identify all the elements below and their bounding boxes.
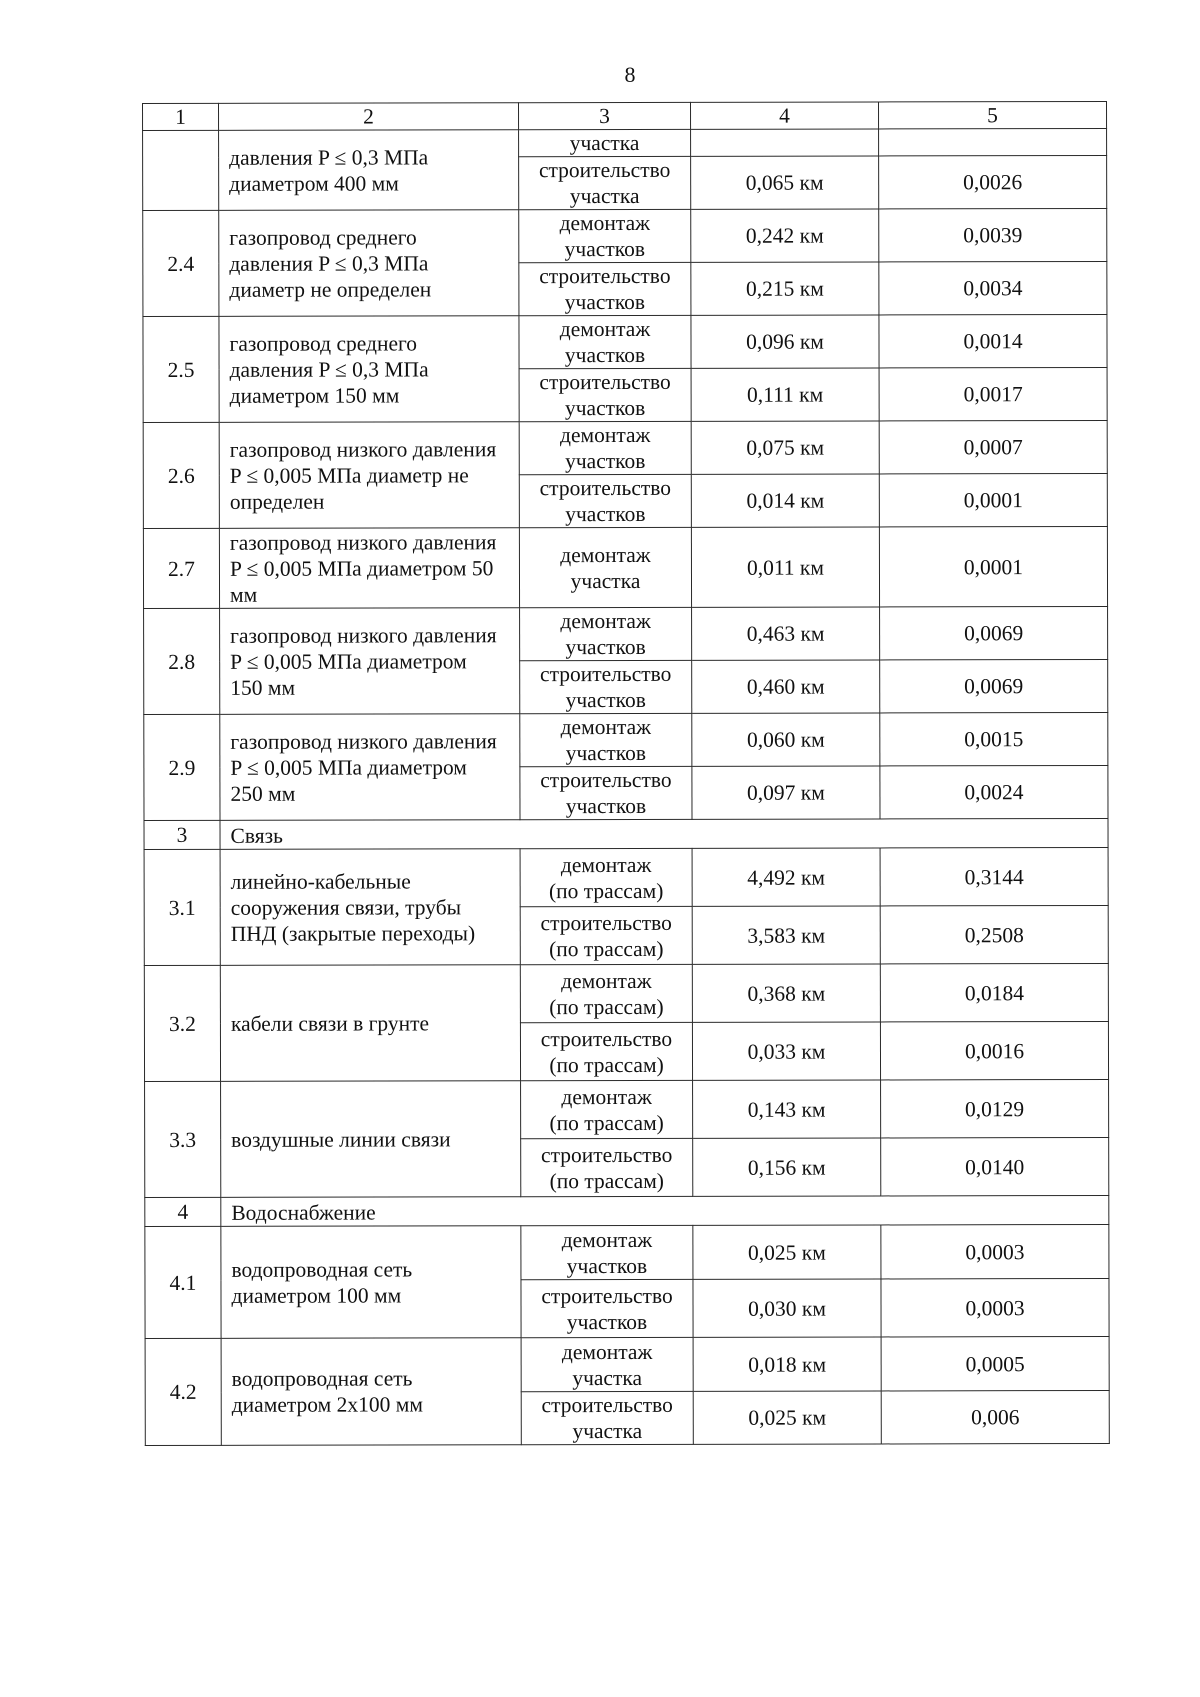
quantity: 0,018 км <box>693 1337 881 1391</box>
quantity <box>691 129 879 156</box>
quantity: 0,033 км <box>692 1022 880 1080</box>
item-number: 2.6 <box>143 422 219 528</box>
area-value: 0,0039 <box>879 208 1107 261</box>
work-type: строительство участка <box>521 1391 693 1444</box>
quantity: 0,143 км <box>693 1080 881 1138</box>
work-type: строительство участков <box>519 262 691 315</box>
quantity: 0,096 км <box>691 315 879 368</box>
section-row <box>144 818 1108 849</box>
area-value: 0,006 <box>881 1390 1109 1443</box>
item-number: 2.5 <box>143 316 219 422</box>
header-col-2: 2 <box>219 103 519 131</box>
work-type: демонтаж участков <box>520 607 692 660</box>
item-name: газопровод низкого давления P ≤ 0,005 МПа диаметром 150 мм <box>220 608 520 715</box>
item-number: 2.9 <box>144 714 220 820</box>
area-value: 0,0014 <box>879 314 1107 367</box>
item-name: газопровод низкого давления P ≤ 0,005 МПа диаметр не определен <box>219 422 519 529</box>
quantity: 0,242 км <box>691 209 879 262</box>
table-row <box>144 963 1108 1023</box>
work-type: строительство участков <box>519 474 691 527</box>
area-value: 0,2508 <box>880 905 1108 963</box>
section-row <box>145 1195 1109 1226</box>
item-number: 2.7 <box>143 528 219 608</box>
area-value: 0,0003 <box>881 1278 1109 1336</box>
quantity: 0,065 км <box>691 156 879 209</box>
area-value: 0,0129 <box>881 1079 1109 1137</box>
table-row <box>145 1224 1109 1280</box>
area-value: 0,0026 <box>879 155 1107 208</box>
work-type: демонтаж (по трассам) <box>520 964 692 1022</box>
item-number: 3.2 <box>144 965 220 1081</box>
work-type: демонтаж участков <box>520 713 692 766</box>
area-value: 0,0140 <box>881 1137 1109 1195</box>
work-type: строительство участков <box>520 660 692 713</box>
work-type: строительство (по трассам) <box>520 906 692 964</box>
item-number: 3.1 <box>144 849 220 965</box>
header-col-4: 4 <box>690 102 878 129</box>
quantity: 4,492 км <box>692 848 880 906</box>
area-value: 0,0069 <box>880 606 1108 659</box>
quantity: 0,014 км <box>691 474 879 527</box>
table-row <box>144 606 1108 661</box>
table-row <box>143 128 1107 157</box>
table-header-row <box>143 101 1107 130</box>
item-number: 4.2 <box>145 1338 221 1445</box>
area-value: 0,0001 <box>879 526 1107 606</box>
work-type: строительство (по трассам) <box>520 1022 692 1080</box>
item-name: водопроводная сеть диаметром 100 мм <box>221 1226 521 1339</box>
page-number: 8 <box>624 62 636 87</box>
work-type: строительство участков <box>519 368 691 421</box>
area-value: 0,0005 <box>881 1336 1109 1390</box>
header-col-1: 1 <box>143 103 219 130</box>
work-type: строительство участков <box>521 1279 693 1337</box>
section-number: 4 <box>145 1197 221 1226</box>
quantity: 0,111 км <box>691 368 879 421</box>
quantity: 0,460 км <box>692 660 880 713</box>
area-value: 0,0184 <box>880 963 1108 1021</box>
work-type: демонтаж участков <box>519 315 691 368</box>
quantity: 0,011 км <box>691 527 879 607</box>
area-value <box>879 128 1107 155</box>
item-number: 4.1 <box>145 1226 221 1338</box>
item-name: газопровод низкого давления P ≤ 0,005 МПа диаметром 50 мм <box>219 528 519 609</box>
area-value: 0,0007 <box>879 420 1107 473</box>
work-type: участка <box>519 129 691 156</box>
quantity: 0,368 км <box>692 964 880 1022</box>
item-name: газопровод низкого давления P ≤ 0,005 МПа диаметром 250 мм <box>220 714 520 821</box>
quantity: 0,025 км <box>693 1391 881 1444</box>
item-name: газопровод среднего давления P ≤ 0,3 МПа диаметр не определен <box>219 210 519 317</box>
item-number: 3.3 <box>145 1081 221 1197</box>
area-value: 0,0034 <box>879 261 1107 314</box>
item-number: 2.4 <box>143 210 219 316</box>
quantity: 0,060 км <box>692 713 880 766</box>
quantity: 0,030 км <box>693 1279 881 1337</box>
item-name: газопровод среднего давления P ≤ 0,3 МПа диаметром 150 мм <box>219 316 519 423</box>
work-type: строительство участков <box>520 766 692 819</box>
work-type: строительство участка <box>519 156 691 209</box>
area-value: 0,0069 <box>880 659 1108 712</box>
work-type: демонтаж участков <box>519 209 691 262</box>
table-row <box>145 1079 1109 1139</box>
item-name: воздушные линии связи <box>221 1081 521 1198</box>
item-number <box>143 130 219 210</box>
quantity: 0,025 км <box>693 1225 881 1279</box>
table-row <box>143 526 1107 608</box>
work-type: строительство (по трассам) <box>521 1138 693 1196</box>
item-name: кабели связи в грунте <box>220 965 520 1082</box>
area-value: 0,3144 <box>880 847 1108 905</box>
area-value: 0,0017 <box>879 367 1107 420</box>
quantity: 0,156 км <box>693 1138 881 1196</box>
work-type: демонтаж участков <box>519 421 691 474</box>
area-value: 0,0015 <box>880 712 1108 765</box>
section-title: Водоснабжение <box>221 1195 1109 1226</box>
quantity: 0,463 км <box>692 607 880 660</box>
item-name: водопроводная сеть диаметром 2х100 мм <box>221 1338 521 1446</box>
header-col-3: 3 <box>519 102 691 129</box>
header-col-5: 5 <box>878 101 1106 128</box>
quantity: 3,583 км <box>692 906 880 964</box>
area-value: 0,0001 <box>879 473 1107 526</box>
table-row <box>145 1336 1109 1392</box>
table-row <box>143 420 1107 475</box>
work-type: демонтаж (по трассам) <box>521 1080 693 1138</box>
item-number: 2.8 <box>144 608 220 714</box>
table-row <box>144 847 1108 907</box>
quantity: 0,215 км <box>691 262 879 315</box>
item-name: линейно-кабельные сооружения связи, трубы ПНД (закрытые переходы) <box>220 849 520 966</box>
table-row <box>143 314 1107 369</box>
data-table <box>142 101 1110 1446</box>
work-type: демонтаж участка <box>519 527 691 607</box>
area-value: 0,0016 <box>880 1021 1108 1079</box>
item-name: давления P ≤ 0,3 МПа диаметром 400 мм <box>219 130 519 211</box>
section-title: Связь <box>220 818 1108 849</box>
table-row <box>144 712 1108 767</box>
work-type: демонтаж участков <box>521 1225 693 1279</box>
table-row <box>143 208 1107 263</box>
quantity: 0,075 км <box>691 421 879 474</box>
work-type: демонтаж (по трассам) <box>520 848 692 906</box>
quantity: 0,097 км <box>692 766 880 819</box>
work-type: демонтаж участка <box>521 1337 693 1391</box>
area-value: 0,0024 <box>880 765 1108 818</box>
section-number: 3 <box>144 820 220 849</box>
area-value: 0,0003 <box>881 1224 1109 1278</box>
table-body <box>143 101 1110 1445</box>
